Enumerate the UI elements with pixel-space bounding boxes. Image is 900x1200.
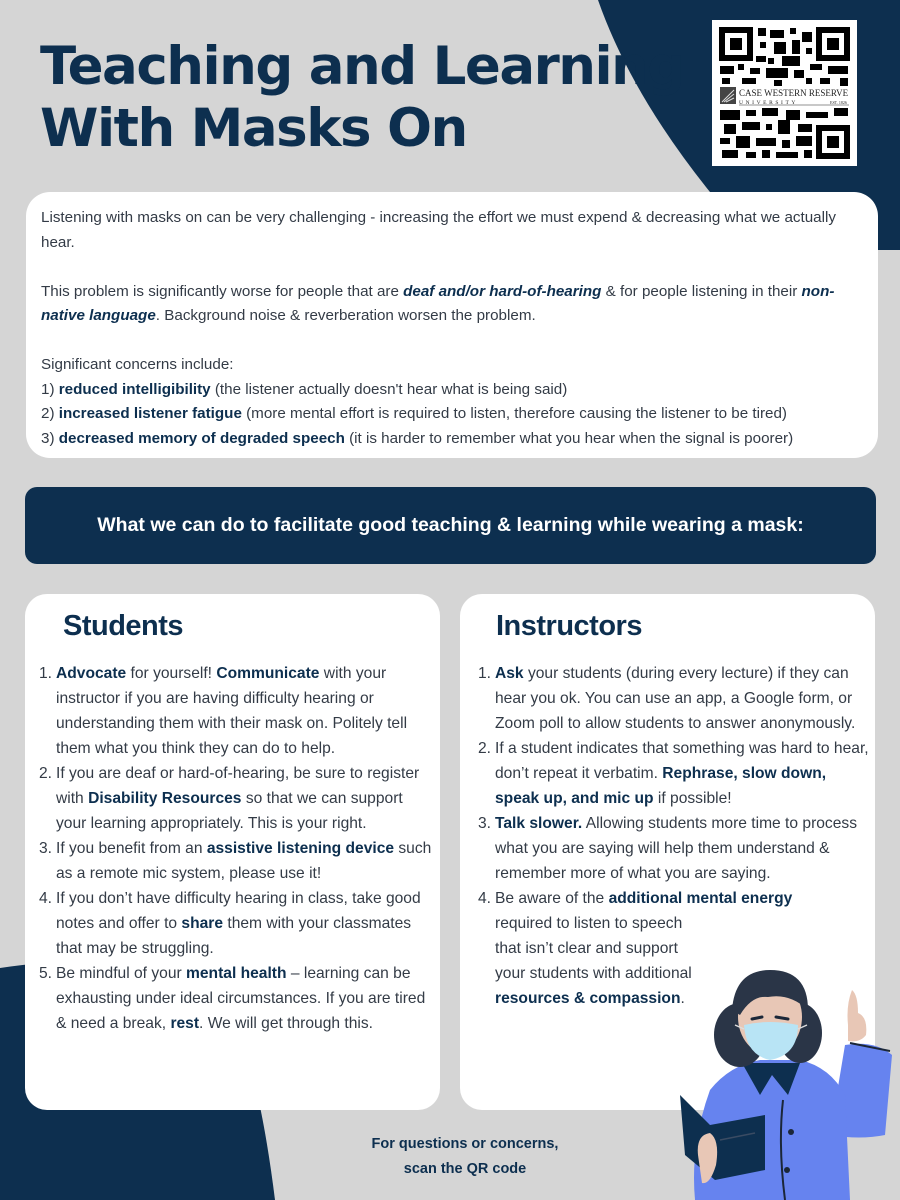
- qr-code[interactable]: [712, 20, 857, 166]
- students-heading: Students: [63, 610, 184, 642]
- emphasis-non-native: non-native language: [41, 282, 835, 324]
- svg-text:EST. 1826: EST. 1826: [830, 100, 847, 105]
- intro-paragraph-1: Listening with masks on can be very challenging - increasing the effort we must expend & decreasing what we actually hear.: [41, 209, 836, 251]
- intro-paragraph-2: This problem is significantly worse for people that are deaf and/or hard-of-hearing & for people listening in their non-native language. Background noise & reverberation worsen the problem.: [41, 282, 835, 324]
- masked-teacher-illustration: [660, 955, 900, 1200]
- footer-cta: [300, 1132, 630, 1182]
- list-item: 2. If you are deaf or hard-of-hearing, be sure to register with Disability Resources so that we can support your learning appropriately. This is your right.: [39, 765, 420, 832]
- concerns-heading: Significant concerns include:: [41, 356, 234, 373]
- banner-text: What we can do to facilitate good teaching & learning while wearing a mask:: [97, 514, 804, 536]
- students-list: [39, 661, 434, 1036]
- list-item: 4. If you don’t have difficulty hearing in class, take good notes and offer to share them with your classmates that may be struggling.: [39, 890, 421, 957]
- section-banner: [25, 487, 876, 564]
- emphasis-deaf: deaf and/or hard-of-hearing: [403, 282, 602, 300]
- list-item: 4. Be aware of the additional mental energy required to listen to speech that isn’t clear and support your students with additional resources & compassion.: [478, 890, 793, 1007]
- instructors-heading: Instructors: [496, 610, 642, 642]
- footer-line-2: scan the QR code: [403, 1161, 527, 1177]
- svg-text:CASE WESTERN RESERVE: CASE WESTERN RESERVE: [739, 88, 849, 98]
- title-line-1: Teaching and Learning: [40, 36, 684, 97]
- page-title: [40, 36, 684, 160]
- qr-code-icon: [712, 20, 857, 166]
- concern-item: 3) decreased memory of degraded speech (it is harder to remember what you hear when the signal is poorer): [41, 429, 794, 447]
- footer-line-1: For questions or concerns,: [371, 1136, 559, 1152]
- svg-text:UNIVERSITY: UNIVERSITY: [739, 100, 798, 106]
- list-item: 2. If a student indicates that something was hard to hear, don’t repeat it verbatim. Rephrase, slow down, speak up, and mic up if possible!: [478, 740, 869, 807]
- list-item: 3. Talk slower. Allowing students more time to process what you are saying will help them understand & remember more of what you are saying.: [478, 815, 857, 882]
- list-item: 1. Advocate for yourself! Communicate with your instructor if you are having difficulty hearing or understanding them with their mask on. Politely tell them what you think they can do to help.: [39, 665, 408, 757]
- concern-item: 1) reduced intelligibility (the listener actually doesn't hear what is being said): [41, 380, 568, 398]
- list-item: 3. If you benefit from an assistive listening device such as a remote mic system, please use it!: [39, 840, 432, 882]
- list-item: 1. Ask your students (during every lecture) if they can hear you ok. You can use an app, a Google form, or Zoom poll to allow students to answer anonymously.: [478, 665, 856, 732]
- students-card: [25, 594, 440, 1110]
- list-item: 5. Be mindful of your mental health – learning can be exhausting under ideal circumstances. If you are tired & need a break, rest. We will get through this.: [39, 965, 426, 1032]
- concern-item: 2) increased listener fatigue (more mental effort is required to listen, therefore causing the listener to be tired): [41, 405, 787, 422]
- title-line-2: With Masks On: [40, 98, 467, 159]
- intro-card: [26, 192, 878, 458]
